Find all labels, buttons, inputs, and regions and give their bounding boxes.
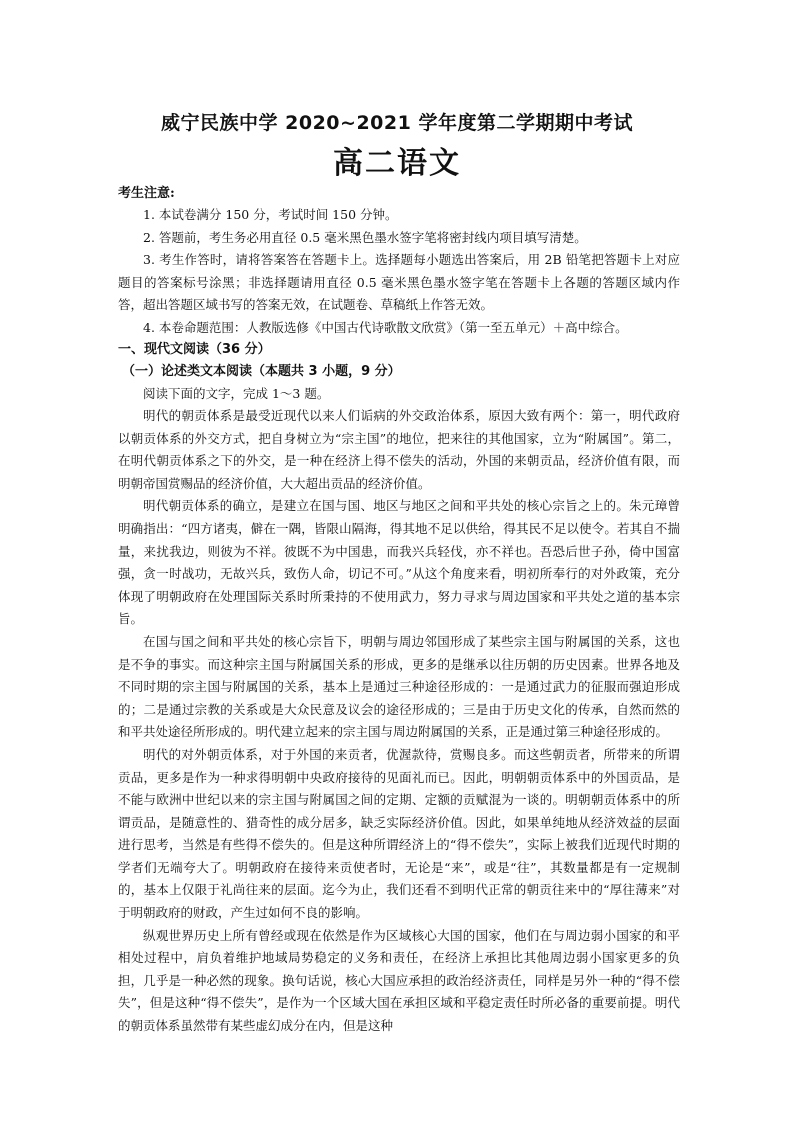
notice-heading: 考生注意: [118, 186, 175, 201]
notice-item: 1. 本试卷满分 150 分，考试时间 150 分钟。 [143, 207, 398, 222]
reading-passage [118, 405, 680, 1038]
school-exam-title: 威宁民族中学 2020~2021 学年度第二学期期中考试 [161, 112, 633, 134]
notice-item: 2. 答题前，考生务必用直径 0.5 毫米黑色墨水签字笔将密封线内项目填写清楚。 [143, 229, 587, 245]
subject-title: 高二语文 [333, 146, 461, 181]
reading-instruction: 阅读下面的文字，完成 1～3 题。 [143, 386, 330, 401]
exam-body [118, 184, 680, 1038]
passage-paragraph: 纵观世界历史上所有曾经或现在依然是作为区域核心大国的国家，他们在与周边弱小国家的和平相处过程中，肩负着维护地域局势稳定的义务和责任，在经济上承担比其他周边弱小国家更多的负担，几乎是一种必然的现象。换句话说，核心大国应承担的政治经济责任，同样是另外一种的“得不偿失”，但是这种“得不偿失”，是作为一个区域大国在承担区域和平稳定责任时所必备的重要前提。明代的朝贡体系虽然带有某些虚幻成分在内，但是这种 [118, 927, 680, 1034]
candidate-notice [118, 184, 680, 339]
section-heading: 一、现代文阅读（36 分） [118, 342, 271, 357]
passage-paragraph: 明代的对外朝贡体系，对于外国的来贡者，优渥款待，赏赐良多。而这些朝贡者，所带来的所谓贡品，更多是作为一种求得明朝中央政府接待的见面礼而已。因此，明朝朝贡体系中的外国贡品，是不能与欧洲中世纪以来的宗主国与附属国之间的定期、定额的贡赋混为一谈的。明朝朝贡体系中的所谓贡品，是随意性的、猎奇性的成分居多，缺乏实际经济价值。因此，如果单纯地从经济效益的层面进行思考，当然是有些得不偿失的。但是这种所谓经济上的“得不偿失”，实际上被我们近现代时期的学者们无端夸大了。明朝政府在接待来贡使者时，无论是“来”，或是“往”，其数量都是有一定规制的，基本上仅限于礼尚往来的层面。迄今为止，我们还看不到明代正常的朝贡往来中的“厚往薄来”对于明朝政府的财政，产生过如何不良的影响。 [118, 746, 680, 921]
subsection-heading: （一）论述类文本阅读（本题共 3 小题，9 分） [122, 364, 401, 379]
notice-item: 4. 本卷命题范围：人教版选修《中国古代诗歌散文欣赏》（第一至五单元）＋高中综合。 [143, 319, 628, 335]
passage-paragraph: 明代朝贡体系的确立，是建立在国与国、地区与地区之间和平共处的核心宗旨之上的。朱元璋曾明确指出：“四方诸夷，僻在一隅，皆限山隔海，得其地不足以供给，得其民不足以使令。若其自不揣量，来扰我边，则彼为不祥。彼既不为中国患，而我兴兵轻伐，亦不祥也。吾恐后世子孙，倚中国富强，贪一时战功，无故兴兵，致伤人命，切记不可。”从这个角度来看，明初所奉行的对外政策，充分体现了明朝政府在处理国际关系时所秉持的不使用武力，努力寻求与周边国家和平共处之道的基本宗旨。 [118, 498, 680, 627]
passage-paragraph: 明代的朝贡体系是最受近现代以来人们诟病的外交政治体系，原因大致有两个：第一，明代政府以朝贡体系的外交方式，把自身树立为“宗主国”的地位，把来往的其他国家，立为“附属国”。第二，在明代朝贡体系之下的外交，是一种在经济上得不偿失的活动，外国的来朝贡品，经济价值有限，而明朝帝国赏赐品的经济价值，大大超出贡品的经济价值。 [118, 408, 680, 491]
notice-item: 3. 考生作答时，请将答案答在答题卡上。选择题每小题选出答案后，用 2B 铅笔把答题卡上对应题目的答案标号涂黑；非选择题请用直径 0.5 毫米黑色墨水签字笔在答题卡上各题的答题区域内作答，超出答题区域书写的答案无效，在试题卷、草稿纸上作答无效。 [118, 252, 680, 312]
passage-paragraph: 在国与国之间和平共处的核心宗旨下，明朝与周边邻国形成了某些宗主国与附属国的关系，这也是不争的事实。而这种宗主国与附属国关系的形成，更多的是继承以往历朝的历史因素。世界各地及不同时期的宗主国与附属国的关系，基本上是通过三种途径形成的：一是通过武力的征服而强迫形成的；二是通过宗教的关系或是大众民意及议会的途径形成的；三是由于历史文化的传承，自然而然的和平共处途径所形成的。明代建立起来的宗主国与周边附属国的关系，正是通过第三种途径形成的。 [118, 633, 680, 740]
